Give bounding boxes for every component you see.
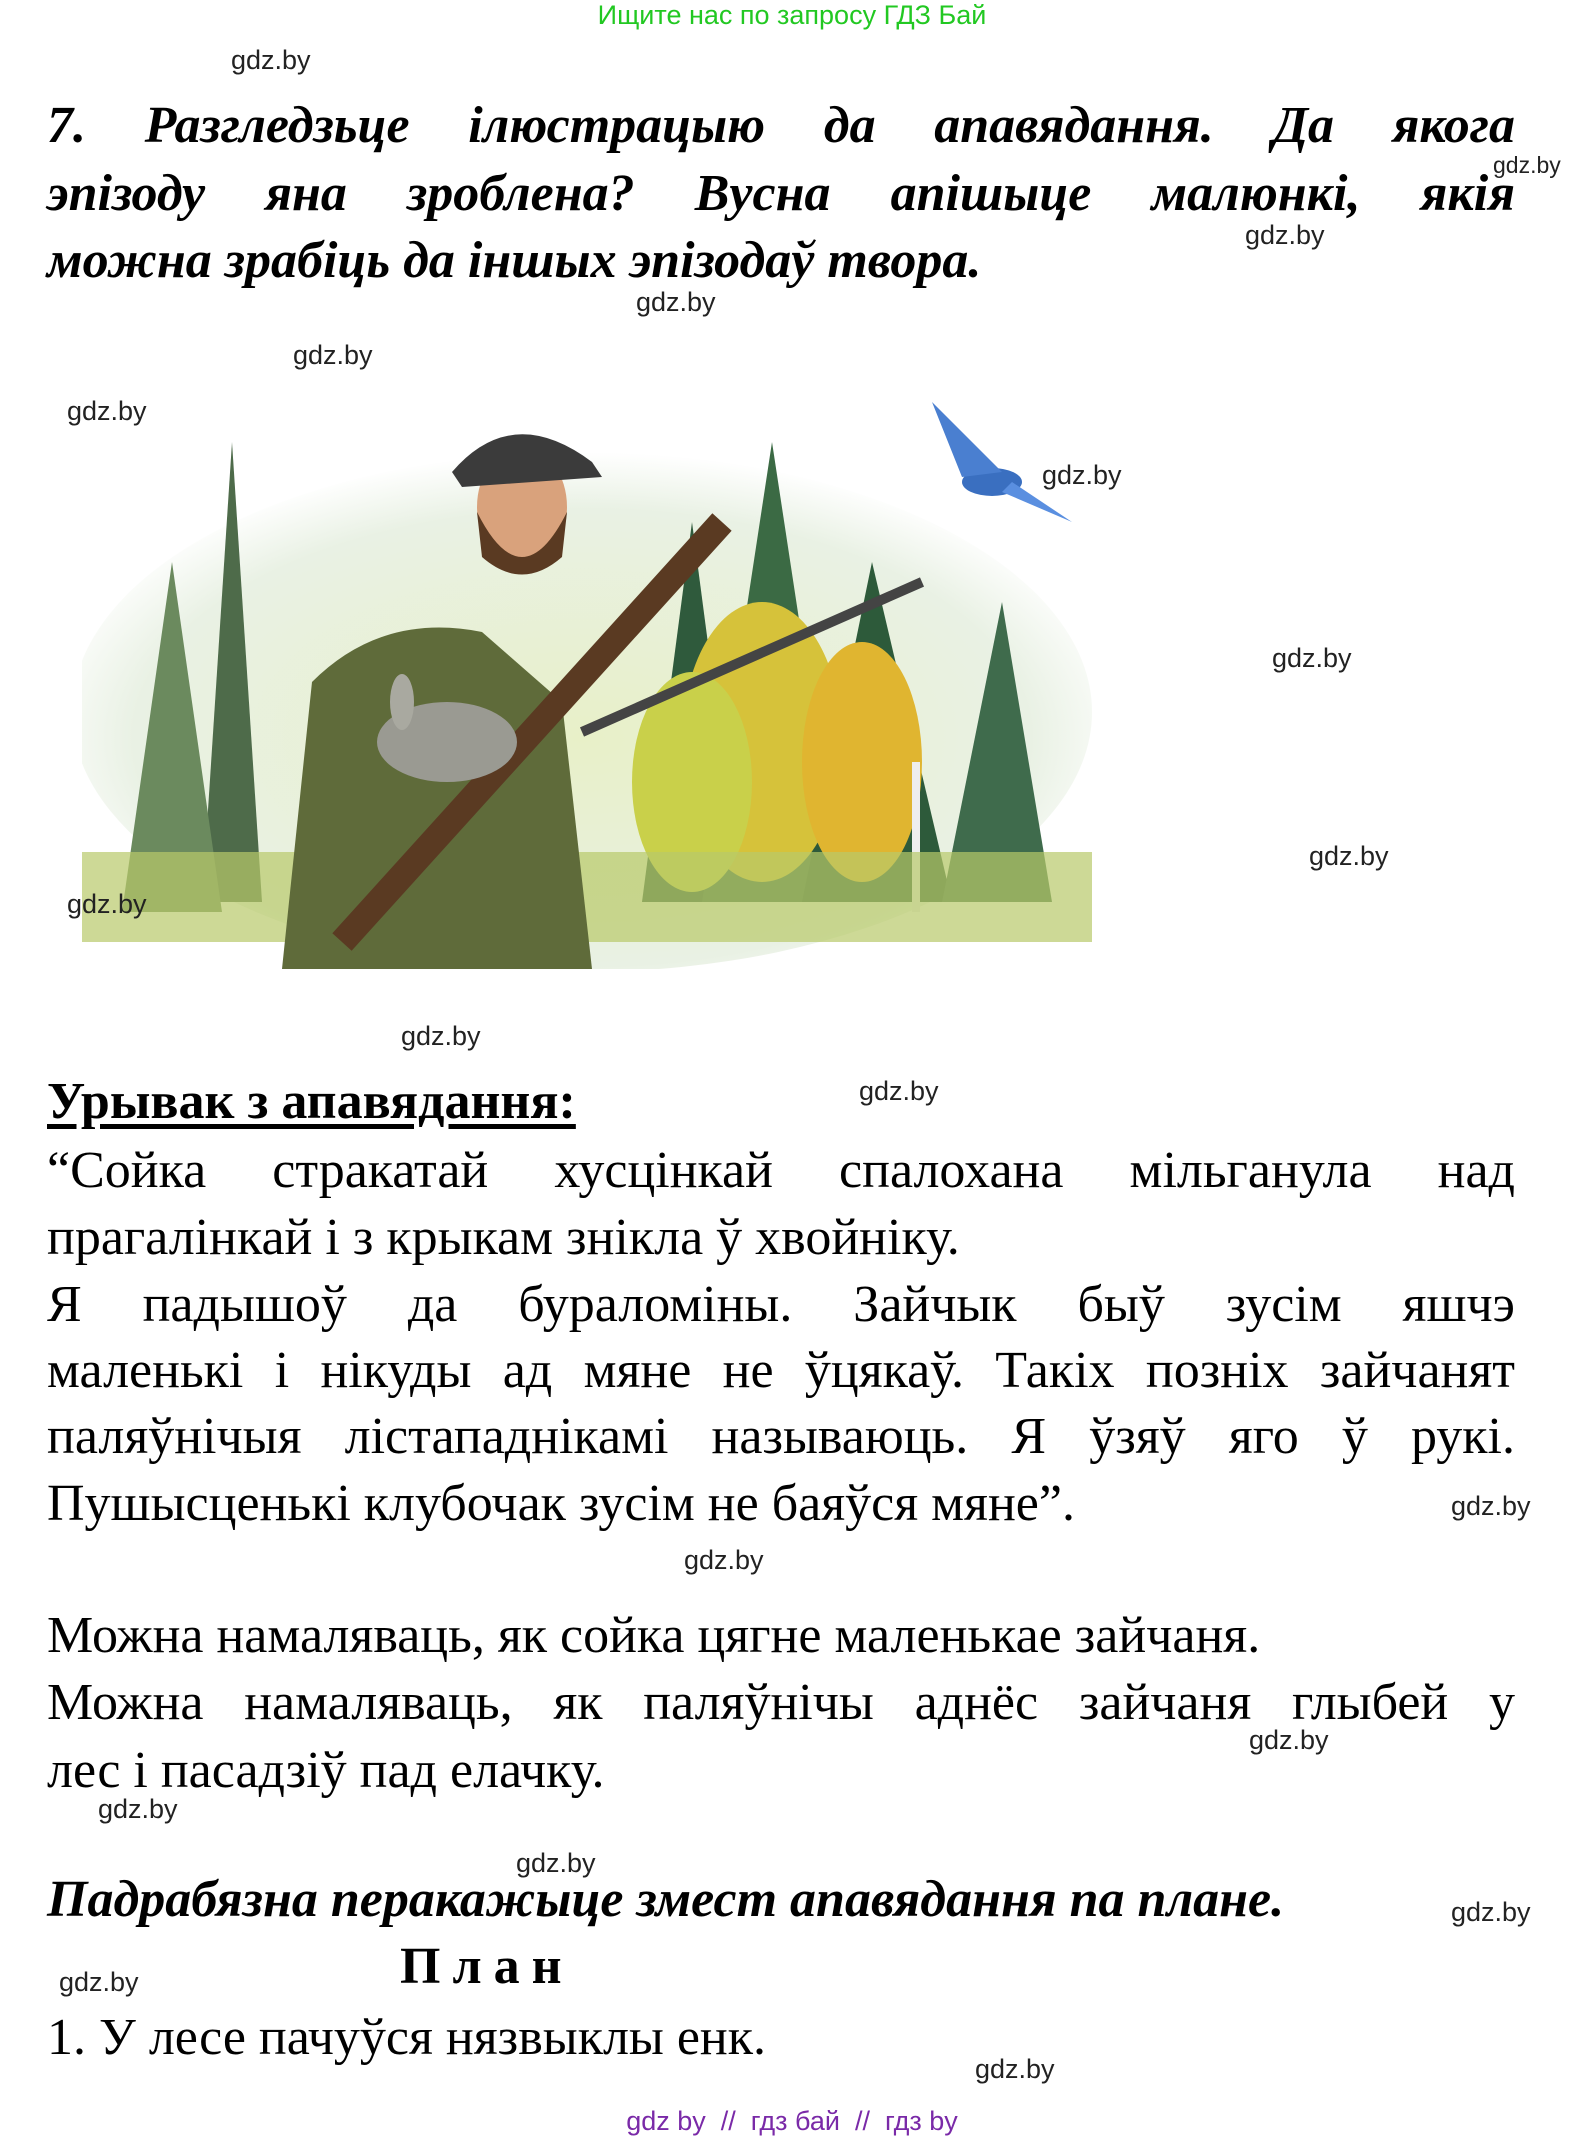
watermark: gdz.by [293,340,373,370]
excerpt-line: прагалінкай і з крыкам знікла ў хвойніку. [47,1209,960,1266]
excerpt-heading: Урывак з апавядання: [47,1073,576,1130]
watermark: gdz.by [67,396,147,426]
excerpt-line: “Сойка стракатай хусцінкай спалохана мільганула над [47,1142,1515,1199]
excerpt-line: Я падышоў да бураломіны. Зайчык быў зусім яшчэ [47,1276,1515,1333]
answer-line: лес і пасадзіў пад елачку. [47,1742,605,1799]
watermark: gdz.by [1309,841,1389,871]
watermark: gdz.by [516,1848,596,1878]
retell-instruction: Падрабязна перакажыце змест апавядання па плане. [47,1871,1285,1928]
answer-line: Можна намаляваць, як паляўнічы аднёс зайчаня глыбей у [47,1674,1515,1731]
answer-line: Можна намаляваць, як сойка цягне маленькае зайчаня. [47,1607,1261,1664]
watermark: gdz.by [1249,1725,1329,1755]
watermark: gdz.by [636,287,716,317]
excerpt-line: маленькі і нікуды ад мяне не ўцякаў. Такіх позніх зайчанят [47,1342,1515,1399]
watermark: gdz.by [1451,1491,1531,1521]
watermark: gdz.by [231,45,311,75]
search-hint: Ищите нас по запросу ГДЗ Бай [597,0,987,30]
excerpt-line: паляўнічыя лістападнікамі называюць. Я ўзяў яго ў рукі. [47,1408,1515,1465]
hunter-illustration [82,382,1092,969]
watermark: gdz.by [859,1076,939,1106]
watermark: gdz.by [975,2054,1055,2084]
watermark: gdz.by [401,1021,481,1051]
watermark: gdz.by [1451,1897,1531,1927]
plan-title: План [400,1938,574,1995]
task-line-1: 7. Разгледзьце ілюстрацыю да апавядання. Да якога [47,97,1515,154]
watermark: gdz.by [1042,460,1122,490]
task-line-3: можна зрабіць да іншых эпізодаў твора. [47,232,982,289]
task-line-2: эпізоду яна зроблена? Вусна апішыце малюнкі, якія [47,165,1515,222]
footer-links: gdz by // гдз бай // гдз by [626,2106,958,2136]
watermark: gdz.by [67,889,147,919]
watermark: gdz.by [1245,220,1325,250]
watermark: gdz.by [59,1967,139,1997]
excerpt-line: Пушысценькі клубочак зусім не баяўся мяне”. [47,1475,1075,1532]
watermark: gdz.by [1272,643,1352,673]
watermark: gdz.by [98,1794,178,1824]
plan-item: 1. У лесе пачуўся нязвыклы енк. [47,2009,767,2066]
watermark: gdz.by [684,1545,764,1575]
watermark: gdz.by [1493,152,1561,178]
